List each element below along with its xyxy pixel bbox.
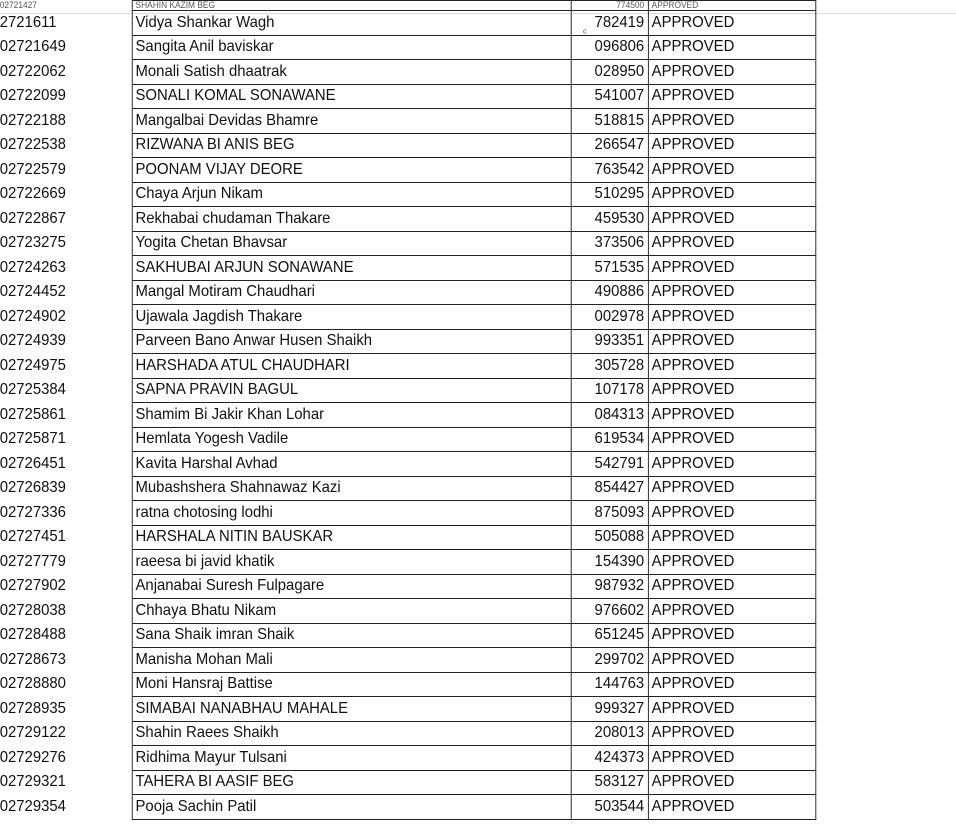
cell-name: SAKHUBAI ARJUN SONAWANE bbox=[132, 256, 571, 281]
table-row bbox=[0, 256, 816, 281]
cell-name: Chhaya Bhatu Nikam bbox=[132, 599, 571, 624]
cell-name: Mangalbai Devidas Bhamre bbox=[132, 109, 571, 134]
cell-id: 02728673 bbox=[0, 648, 132, 673]
table-row bbox=[0, 721, 816, 746]
cell-id: 02724452 bbox=[0, 280, 132, 305]
cell-marker-icon: ᶜ bbox=[583, 28, 587, 39]
cell-name: SHAHIN KAZIM BEG bbox=[132, 1, 571, 11]
cell-name: Hemlata Yogesh Vadile bbox=[132, 427, 571, 452]
cell-phone: 875093 bbox=[571, 501, 648, 526]
cell-name: Mubashshera Shahnawaz Kazi bbox=[132, 476, 571, 501]
cell-phone: 542791 bbox=[571, 452, 648, 477]
table-row bbox=[0, 599, 816, 624]
cell-id: 02728038 bbox=[0, 599, 132, 624]
cell-phone: 505088 bbox=[571, 525, 648, 550]
cell-name: Sana Shaik imran Shaik bbox=[132, 623, 571, 648]
cell-status: APPROVED bbox=[648, 403, 815, 428]
cell-name: Sangita Anil baviskar bbox=[132, 35, 571, 60]
cell-id: 02724263 bbox=[0, 256, 132, 281]
cell-name: HARSHALA NITIN BAUSKAR bbox=[132, 525, 571, 550]
cell-id: 02724975 bbox=[0, 354, 132, 379]
cell-status: APPROVED bbox=[648, 550, 815, 575]
cell-status: APPROVED bbox=[648, 574, 815, 599]
table-row bbox=[0, 84, 816, 109]
table-row bbox=[0, 182, 816, 207]
cell-name: Rekhabai chudaman Thakare bbox=[132, 207, 571, 232]
table-row bbox=[0, 648, 816, 673]
cell-id: 02721649 bbox=[0, 35, 132, 60]
cell-status: APPROVED bbox=[648, 1, 815, 11]
cell-id: 2721611 bbox=[0, 11, 132, 36]
cell-phone: 763542 bbox=[571, 158, 648, 183]
cell-name: Monali Satish dhaatrak bbox=[132, 60, 571, 85]
cell-id: 02723275 bbox=[0, 231, 132, 256]
cell-name: Manisha Mohan Mali bbox=[132, 648, 571, 673]
cell-id: 02722062 bbox=[0, 60, 132, 85]
cell-status: APPROVED bbox=[648, 476, 815, 501]
cell-name: HARSHADA ATUL CHAUDHARI bbox=[132, 354, 571, 379]
cell-id: 02721427 bbox=[0, 1, 132, 11]
cell-id: 02729276 bbox=[0, 746, 132, 771]
cell-id: 02729354 bbox=[0, 795, 132, 820]
cell-phone: 619534 bbox=[571, 427, 648, 452]
cell-phone: 107178 bbox=[571, 378, 648, 403]
table-row bbox=[0, 795, 816, 820]
cell-id: 02729321 bbox=[0, 770, 132, 795]
cell-phone: 774500 bbox=[571, 1, 648, 11]
cell-name: Ridhima Mayur Tulsani bbox=[132, 746, 571, 771]
cell-name: POONAM VIJAY DEORE bbox=[132, 158, 571, 183]
table-row bbox=[0, 378, 816, 403]
cell-id: 02722669 bbox=[0, 182, 132, 207]
cell-phone: 305728 bbox=[571, 354, 648, 379]
cell-id: 02725384 bbox=[0, 378, 132, 403]
cell-id: 02722579 bbox=[0, 158, 132, 183]
cell-status: APPROVED bbox=[648, 35, 815, 60]
cell-name: Ujawala Jagdish Thakare bbox=[132, 305, 571, 330]
cell-phone: 002978 bbox=[571, 305, 648, 330]
cell-status: APPROVED bbox=[648, 648, 815, 673]
table-row bbox=[0, 697, 816, 722]
cell-status: APPROVED bbox=[648, 305, 815, 330]
cell-status: APPROVED bbox=[648, 329, 815, 354]
table-row bbox=[0, 672, 816, 697]
cell-phone: 782419 bbox=[571, 11, 648, 36]
cell-phone: 541007 bbox=[571, 84, 648, 109]
cell-status: APPROVED bbox=[648, 84, 815, 109]
cell-phone: 571535 bbox=[571, 256, 648, 281]
table-row bbox=[0, 11, 816, 36]
cell-phone: 154390 bbox=[571, 550, 648, 575]
cell-phone: 096806 bbox=[571, 35, 648, 60]
cell-status: APPROVED bbox=[648, 599, 815, 624]
cell-id: 02724939 bbox=[0, 329, 132, 354]
cell-status: APPROVED bbox=[648, 133, 815, 158]
cell-id: 02728935 bbox=[0, 697, 132, 722]
cell-status: APPROVED bbox=[648, 158, 815, 183]
cell-phone: 651245 bbox=[571, 623, 648, 648]
cell-id: 02728880 bbox=[0, 672, 132, 697]
cell-status: APPROVED bbox=[648, 280, 815, 305]
cell-name: SONALI KOMAL SONAWANE bbox=[132, 84, 571, 109]
cell-name: Mangal Motiram Chaudhari bbox=[132, 280, 571, 305]
cell-phone: 459530 bbox=[571, 207, 648, 232]
cell-id: 02725861 bbox=[0, 403, 132, 428]
cell-status: APPROVED bbox=[648, 697, 815, 722]
cell-phone: 424373 bbox=[571, 746, 648, 771]
cell-phone: 510295 bbox=[571, 182, 648, 207]
cell-name: Vidya Shankar Wagh bbox=[132, 11, 571, 36]
cell-phone: 208013 bbox=[571, 721, 648, 746]
table-row bbox=[0, 476, 816, 501]
cell-id: 02722099 bbox=[0, 84, 132, 109]
table-row bbox=[0, 35, 816, 60]
cell-name: ratna chotosing lodhi bbox=[132, 501, 571, 526]
cell-status: APPROVED bbox=[648, 182, 815, 207]
cell-phone: 503544 bbox=[571, 795, 648, 820]
cell-phone: 028950 bbox=[571, 60, 648, 85]
table-row bbox=[0, 329, 816, 354]
cell-phone: 299702 bbox=[571, 648, 648, 673]
cell-name: Kavita Harshal Avhad bbox=[132, 452, 571, 477]
cell-id: 02728488 bbox=[0, 623, 132, 648]
table-row bbox=[0, 746, 816, 771]
table-row bbox=[0, 158, 816, 183]
table-row bbox=[0, 280, 816, 305]
cell-id: 02727779 bbox=[0, 550, 132, 575]
cell-id: 02727902 bbox=[0, 574, 132, 599]
cell-phone: 854427 bbox=[571, 476, 648, 501]
cell-id: 02722538 bbox=[0, 133, 132, 158]
table-row bbox=[0, 623, 816, 648]
cell-status: APPROVED bbox=[648, 746, 815, 771]
table-row bbox=[0, 60, 816, 85]
table-row bbox=[0, 501, 816, 526]
cell-status: APPROVED bbox=[648, 231, 815, 256]
cell-id: 02729122 bbox=[0, 721, 132, 746]
cell-status: APPROVED bbox=[648, 525, 815, 550]
cell-name: SIMABAI NANABHAU MAHALE bbox=[132, 697, 571, 722]
cell-phone: 084313 bbox=[571, 403, 648, 428]
cell-name: TAHERA BI AASIF BEG bbox=[132, 770, 571, 795]
table-row bbox=[0, 109, 816, 134]
table-row bbox=[0, 231, 816, 256]
cell-status: APPROVED bbox=[648, 795, 815, 820]
cell-id: 02727451 bbox=[0, 525, 132, 550]
table-row bbox=[0, 207, 816, 232]
cell-name: Yogita Chetan Bhavsar bbox=[132, 231, 571, 256]
cell-id: 02722188 bbox=[0, 109, 132, 134]
table-row bbox=[0, 133, 816, 158]
cell-phone: 583127 bbox=[571, 770, 648, 795]
cell-name: Shahin Raees Shaikh bbox=[132, 721, 571, 746]
cell-id: 02726839 bbox=[0, 476, 132, 501]
cell-phone: 266547 bbox=[571, 133, 648, 158]
cell-phone: 373506 bbox=[571, 231, 648, 256]
cell-phone: 490886 bbox=[571, 280, 648, 305]
table-row bbox=[0, 525, 816, 550]
cell-id: 02722867 bbox=[0, 207, 132, 232]
cell-phone: 993351 bbox=[571, 329, 648, 354]
cell-name: Pooja Sachin Patil bbox=[132, 795, 571, 820]
cell-status: APPROVED bbox=[648, 60, 815, 85]
cell-id: 02726451 bbox=[0, 452, 132, 477]
cell-id: 02724902 bbox=[0, 305, 132, 330]
cell-status: APPROVED bbox=[648, 378, 815, 403]
cell-name: Moni Hansraj Battise bbox=[132, 672, 571, 697]
table-row bbox=[0, 305, 816, 330]
cell-name: Chaya Arjun Nikam bbox=[132, 182, 571, 207]
cell-phone: 518815 bbox=[571, 109, 648, 134]
cell-status: APPROVED bbox=[648, 721, 815, 746]
cell-name: Parveen Bano Anwar Husen Shaikh bbox=[132, 329, 571, 354]
cell-status: APPROVED bbox=[648, 427, 815, 452]
table-row-cut-off bbox=[0, 1, 816, 11]
cell-id: 02725871 bbox=[0, 427, 132, 452]
cell-status: APPROVED bbox=[648, 452, 815, 477]
table-row bbox=[0, 770, 816, 795]
cell-status: APPROVED bbox=[648, 256, 815, 281]
cell-phone: 144763 bbox=[571, 672, 648, 697]
table-row bbox=[0, 427, 816, 452]
cell-phone: 976602 bbox=[571, 599, 648, 624]
table-row bbox=[0, 574, 816, 599]
cell-status: APPROVED bbox=[648, 672, 815, 697]
table-row bbox=[0, 452, 816, 477]
cell-name: raeesa bi javid khatik bbox=[132, 550, 571, 575]
cell-status: APPROVED bbox=[648, 770, 815, 795]
cell-id: 02727336 bbox=[0, 501, 132, 526]
cell-status: APPROVED bbox=[648, 109, 815, 134]
cell-name: RIZWANA BI ANIS BEG bbox=[132, 133, 571, 158]
cell-name: Anjanabai Suresh Fulpagare bbox=[132, 574, 571, 599]
cell-name: SAPNA PRAVIN BAGUL bbox=[132, 378, 571, 403]
cell-name: Shamim Bi Jakir Khan Lohar bbox=[132, 403, 571, 428]
table-row bbox=[0, 403, 816, 428]
table-body bbox=[0, 1, 816, 820]
cell-status: APPROVED bbox=[648, 207, 815, 232]
cell-status: APPROVED bbox=[648, 623, 815, 648]
cell-status: APPROVED bbox=[648, 354, 815, 379]
cell-status: APPROVED bbox=[648, 501, 815, 526]
cell-phone: 987932 bbox=[571, 574, 648, 599]
table-row bbox=[0, 550, 816, 575]
table-row bbox=[0, 354, 816, 379]
cell-status: APPROVED bbox=[648, 11, 815, 36]
cell-phone: 999327 bbox=[571, 697, 648, 722]
